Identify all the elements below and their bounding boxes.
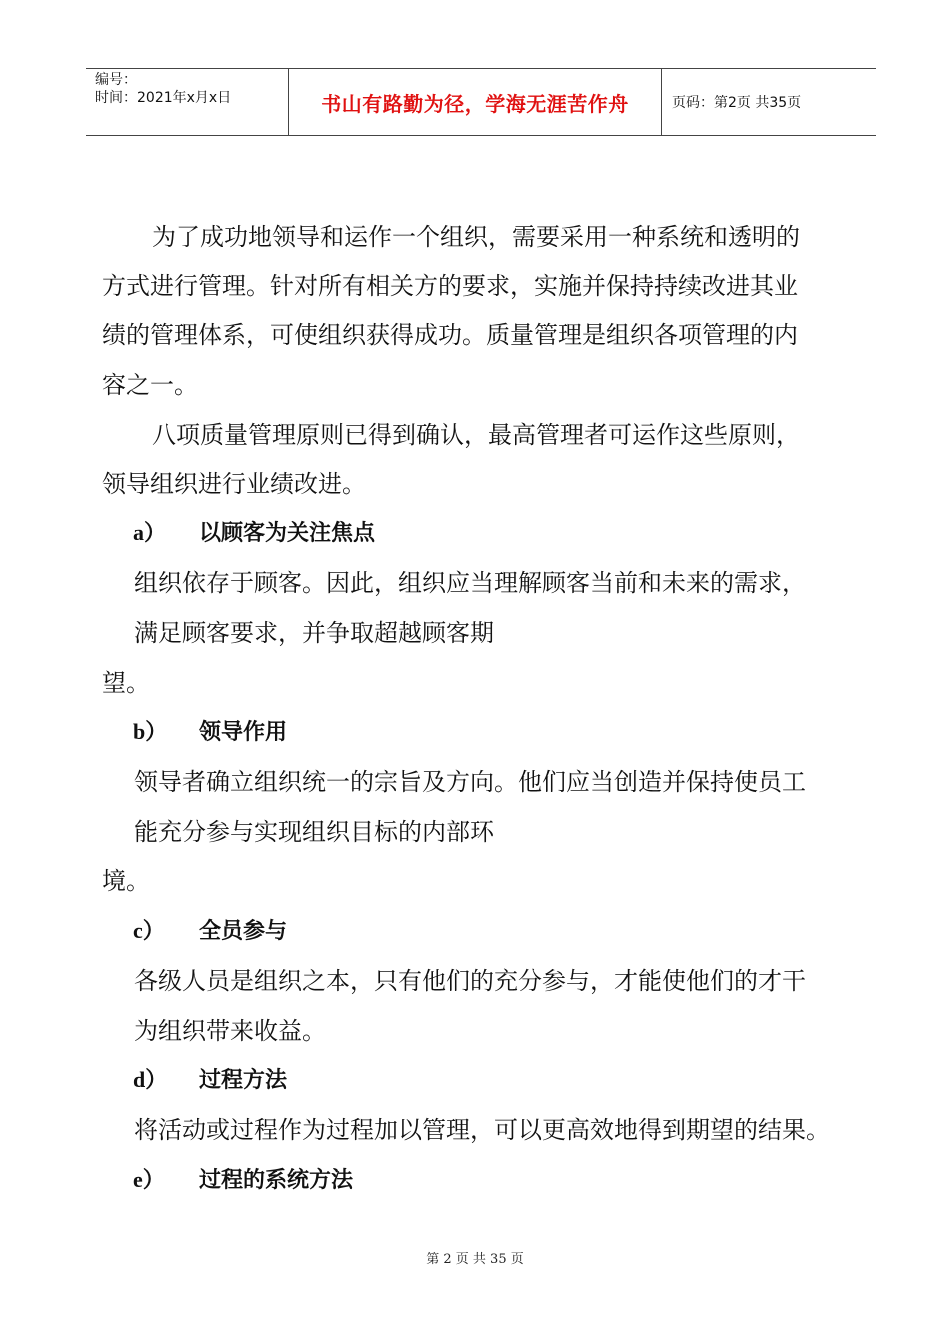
header-meta (86, 69, 288, 135)
section-text-line: 将活动或过程作为过程加以管理，可以更高效地得到期望的结果。 (134, 1116, 830, 1144)
header-page-label: 页码：第2页 共35页 (672, 95, 802, 111)
page-footer: 第 2 页 共 35 页 (426, 1252, 524, 1267)
paragraph-line: 绩的管理体系，可使组织获得成功。质量管理是组织各项管理的内 (102, 321, 798, 349)
section-mark: e） (133, 1167, 165, 1192)
section-heading-a (133, 518, 375, 548)
header-motto-cell (288, 69, 662, 135)
section-text-line: 满足顾客要求，并争取超越顾客期 (134, 619, 494, 647)
section-mark: b） (133, 719, 168, 744)
section-title: 过程的系统方法 (199, 1167, 354, 1193)
section-heading-e (133, 1165, 353, 1195)
section-title: 全员参与 (199, 918, 288, 944)
section-title: 以顾客为关注焦点 (199, 520, 376, 546)
section-text-line: 为组织带来收益。 (134, 1017, 326, 1045)
header-motto: 书山有路勤为径，学海无涯苦作舟 (321, 91, 629, 116)
section-heading-b (133, 717, 287, 747)
section-text-line: 望。 (102, 669, 150, 697)
paragraph-line: 八项质量管理原则已得到确认，最高管理者可运作这些原则， (152, 421, 800, 449)
section-text-line: 境。 (102, 867, 150, 895)
section-mark: c） (133, 918, 165, 943)
section-heading-c (133, 916, 287, 946)
paragraph-line: 为了成功地领导和运作一个组织，需要采用一种系统和透明的 (152, 223, 800, 251)
section-text-line: 领导者确立组织统一的宗旨及方向。他们应当创造并保持使员工 (134, 768, 806, 796)
section-text-line: 组织依存于顾客。因此，组织应当理解顾客当前和未来的需求， (134, 569, 806, 597)
section-title: 领导作用 (199, 719, 288, 745)
section-text-line: 能充分参与实现组织目标的内部环 (134, 818, 494, 846)
document-header (86, 68, 876, 136)
section-heading-d (133, 1065, 287, 1095)
header-page-cell (662, 69, 876, 135)
section-title: 过程方法 (199, 1067, 288, 1093)
paragraph-line: 容之一。 (102, 371, 198, 399)
document-number-label: 编号： (95, 72, 137, 88)
section-mark: a） (133, 520, 167, 545)
paragraph-line: 方式进行管理。针对所有相关方的要求，实施并保持持续改进其业 (102, 272, 798, 300)
section-mark: d） (133, 1067, 168, 1092)
paragraph-line: 领导组织进行业绩改进。 (102, 470, 366, 498)
section-text-line: 各级人员是组织之本，只有他们的充分参与，才能使他们的才干 (134, 967, 806, 995)
document-time-label: 时间：2021年x月x日 (95, 90, 232, 106)
